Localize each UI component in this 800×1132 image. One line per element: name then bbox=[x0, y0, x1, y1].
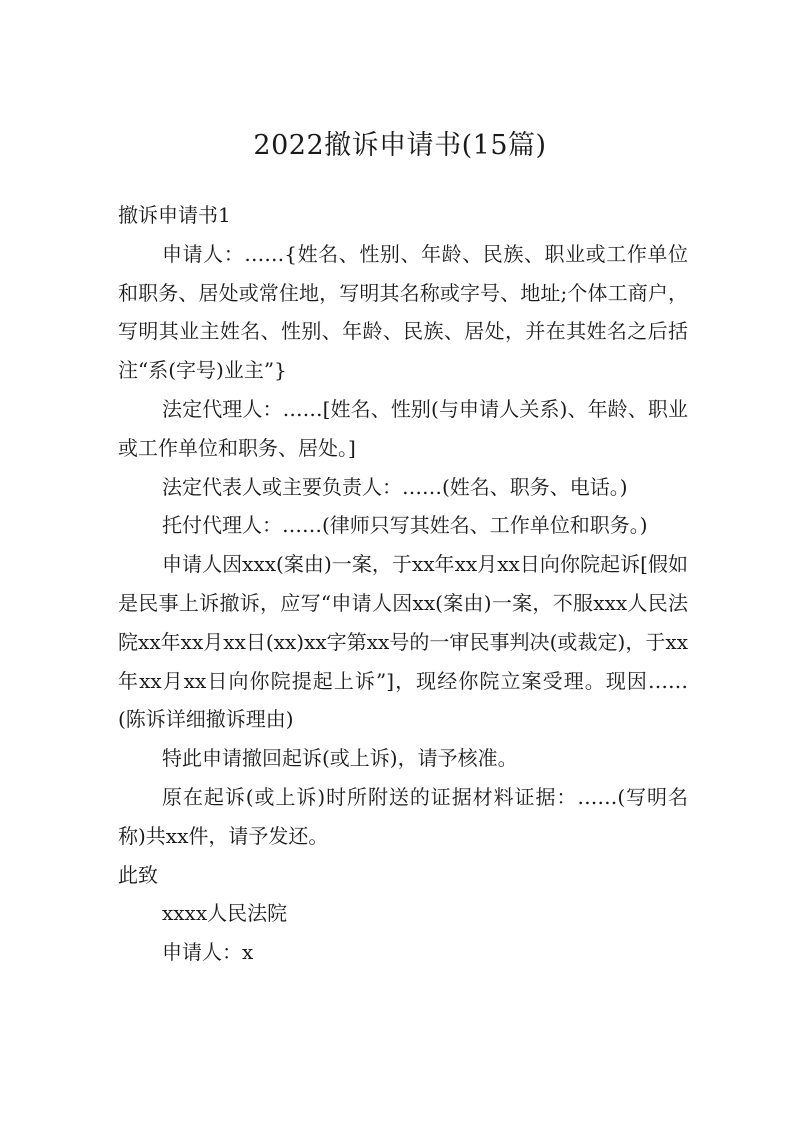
document-body bbox=[118, 196, 688, 972]
paragraph-applicant: 申请人：……{姓名、性别、年龄、民族、职业或工作单位和职务、居处或常住地，写明其名称或字号、地址;个体工商户，写明其业主姓名、性别、年龄、民族、居处，并在其姓名之后括注“系(字号)业主”} bbox=[118, 241, 688, 383]
signature-applicant: 申请人：x bbox=[162, 940, 254, 965]
paragraph-entrusted-agent: 托付代理人：……(律师只写其姓名、工作单位和职务。) bbox=[162, 513, 648, 538]
closing-salutation: 此致 bbox=[118, 862, 158, 887]
section-heading: 撤诉申请书1 bbox=[118, 203, 231, 227]
paragraph-case-statement: 申请人因xxx(案由)一案，于xx年xx月xx日向你院起诉[假如是民事上诉撤诉，应写“申请人因xx(案由)一案，不服xxx人民法院xx年xx月xx日(xx)xx字第xx号的一审民事判决(或裁定)，于xx年xx月xx日向你院提起上诉”]，现经你院立案受理。现因……(陈诉详细撤诉理由) bbox=[118, 552, 688, 732]
paragraph-legal-representative: 法定代表人或主要负责人：……(姓名、职务、电话。) bbox=[162, 474, 628, 499]
paragraph-withdrawal-request: 特此申请撤回起诉(或上诉)，请予核准。 bbox=[162, 746, 518, 771]
paragraph-evidence-return: 原在起诉(或上诉)时所附送的证据材料证据：……(写明名称)共xx件，请予发还。 bbox=[118, 784, 688, 848]
paragraph-legal-agent: 法定代理人：……[姓名、性别(与申请人关系)、年龄、职业或工作单位和职务、居处。] bbox=[118, 396, 688, 460]
document-title: 2022撤诉申请书(15篇) bbox=[253, 130, 547, 161]
recipient-court: xxxx人民法院 bbox=[162, 901, 288, 926]
